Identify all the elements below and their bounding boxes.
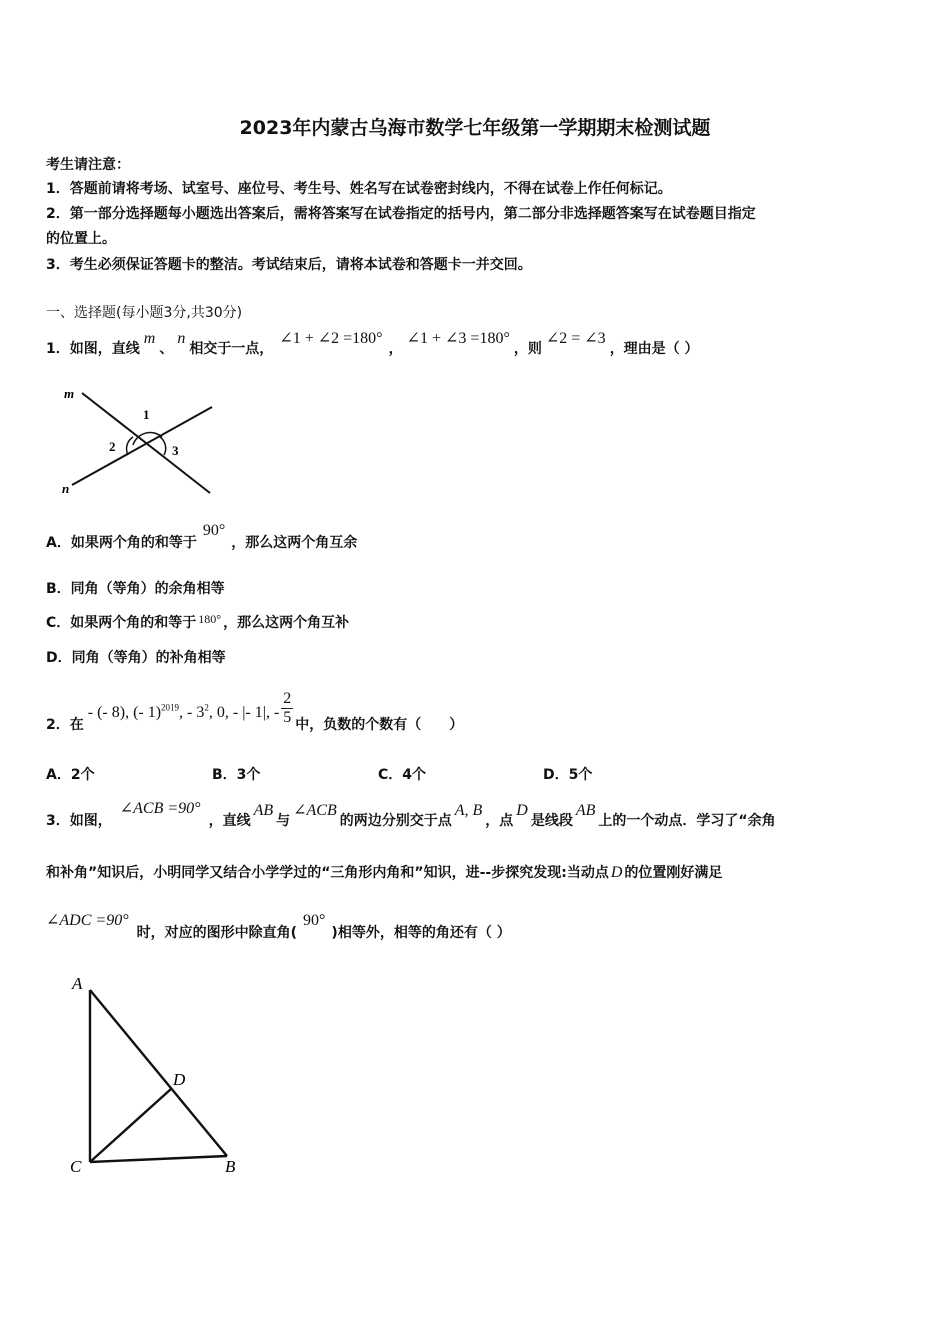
- q3-t3: 的两边分别交于点: [339, 813, 452, 829]
- q2-frac-num: 2: [283, 690, 292, 707]
- q2-expr-a: - (- 8), (- 1): [87, 703, 162, 721]
- q3-d: D: [516, 802, 528, 819]
- label-a: A: [72, 974, 83, 993]
- q1-line-m: m: [143, 330, 156, 347]
- q1-eq2: ∠1 + ∠3 =180°: [406, 330, 510, 347]
- q1-option-a-pre: A．如果两个角的和等于: [46, 535, 197, 551]
- label-b: B: [225, 1157, 236, 1176]
- q1-eq3: ∠2 = ∠3: [545, 330, 606, 347]
- q3-prefix: 3．如图，: [46, 813, 112, 829]
- line-n: [72, 407, 212, 485]
- q3-figure: [64, 968, 254, 1183]
- q2-option-d[interactable]: D．5个: [543, 767, 593, 783]
- label-c: C: [70, 1157, 82, 1176]
- q2-expr-c: , 0, - |- 1|, -: [208, 703, 280, 721]
- page-title: 2023年内蒙古乌海市数学七年级第一学期期末检测试题: [239, 117, 711, 139]
- q2-option-b[interactable]: B．3个: [212, 767, 261, 783]
- q1-option-a-post: ，那么这两个角互余: [231, 535, 358, 551]
- q1-option-d[interactable]: D．同角（等角）的补角相等: [46, 650, 226, 666]
- q3-eq2: ∠ADC =90°: [46, 912, 129, 929]
- angle-3-arc: [160, 437, 166, 455]
- q3-line2-pre: 和补角”知识后，小明同学又结合小学学过的“三角形内角和”知识，进--步探究发现:当动点: [46, 865, 609, 881]
- label-1: 1: [143, 407, 150, 422]
- q2-option-a[interactable]: A．2个: [46, 767, 95, 783]
- segment-cd: [90, 1089, 171, 1162]
- label-m: m: [64, 386, 75, 401]
- label-n: n: [62, 481, 70, 496]
- segment-cb: [90, 1156, 227, 1162]
- question-3-line-2: [46, 862, 722, 882]
- q3-line3-math: 90°: [303, 912, 326, 929]
- question-1: [46, 330, 699, 358]
- q1-sep: 、: [159, 341, 174, 357]
- notice-item-1: 1．答题前请将考场、试室号、座位号、考生号、姓名写在试卷密封线内，不得在试卷上作任何标记。: [46, 181, 672, 197]
- notice-heading: 考生请注意：: [46, 157, 130, 173]
- label-2: 2: [109, 439, 116, 454]
- q3-t1: ，直线: [208, 813, 251, 829]
- q3-t5: 是线段: [530, 813, 573, 829]
- segment-ab: [90, 990, 227, 1156]
- section-heading: 一、选择题(每小题3分,共30分): [46, 305, 243, 321]
- q2-option-c[interactable]: C．4个: [378, 767, 427, 783]
- q3-ab2: AB: [575, 802, 596, 819]
- q3-line2-post: 的位置刚好满足: [624, 865, 723, 881]
- notice-item-2-line2: 的位置上。: [46, 231, 116, 247]
- question-3-line-1: [46, 800, 776, 830]
- notice-item-3: 3．考生必须保证答题卡的整洁。考试结束后，请将本试卷和答题卡一并交回。: [46, 257, 532, 273]
- q3-line3-b: )相等外，相等的角还有（ ）: [331, 925, 511, 941]
- q1-option-c-math: 180°: [198, 612, 222, 626]
- q2-expr-sq: 2: [204, 702, 209, 713]
- q1-prefix: 1．如图，直线: [46, 341, 140, 357]
- q3-points: A, B: [454, 802, 483, 819]
- q2-suffix: 中，负数的个数有（ ）: [295, 716, 464, 733]
- label-d: D: [173, 1070, 186, 1089]
- q1-then: ，则: [513, 341, 542, 357]
- q3-line2-d: D: [610, 864, 623, 881]
- q1-option-b[interactable]: B．同角（等角）的余角相等: [46, 581, 225, 597]
- q3-t4: ，点: [485, 813, 514, 829]
- q1-middle: 相交于一点，: [189, 341, 274, 357]
- q1-option-c-post: ，那么这两个角互补: [223, 615, 350, 631]
- q2-expr: [88, 704, 280, 721]
- q1-option-a[interactable]: [46, 522, 358, 552]
- q3-line3-a: 时，对应的图形中除直角(: [136, 925, 298, 941]
- q1-line-n: n: [177, 330, 186, 347]
- q2-expr-b: , - 3: [179, 703, 205, 721]
- q1-option-a-math: 90°: [202, 522, 226, 539]
- q1-option-c-pre: C．如果两个角的和等于: [46, 615, 197, 631]
- notice-item-2-line1: 2．第一部分选择题每小题选出答案后，需将答案写在试卷指定的括号内，第二部分非选择题答案写在试卷题目指定: [46, 206, 756, 222]
- q3-acb: ∠ACB: [293, 802, 337, 819]
- question-3-line-3: [46, 912, 511, 942]
- question-2: [46, 680, 464, 733]
- q3-ab: AB: [253, 802, 274, 819]
- q2-fraction: [281, 690, 293, 727]
- q2-prefix: 2．在: [46, 716, 84, 733]
- q2-frac-den: 5: [283, 709, 292, 726]
- q3-t2: 与: [276, 813, 291, 829]
- q2-expr-exp: 2019: [161, 702, 180, 713]
- label-3: 3: [172, 443, 179, 458]
- q1-comma: ，: [388, 341, 403, 357]
- q3-t6: 上的一个动点．学习了“余角: [598, 813, 776, 829]
- q3-eq1: ∠ACB =90°: [119, 800, 201, 817]
- q1-suffix: ，理由是（ ）: [609, 341, 699, 357]
- q1-figure: [60, 385, 220, 500]
- q1-eq1: ∠1 + ∠2 =180°: [279, 330, 383, 347]
- q1-option-c[interactable]: [46, 612, 349, 632]
